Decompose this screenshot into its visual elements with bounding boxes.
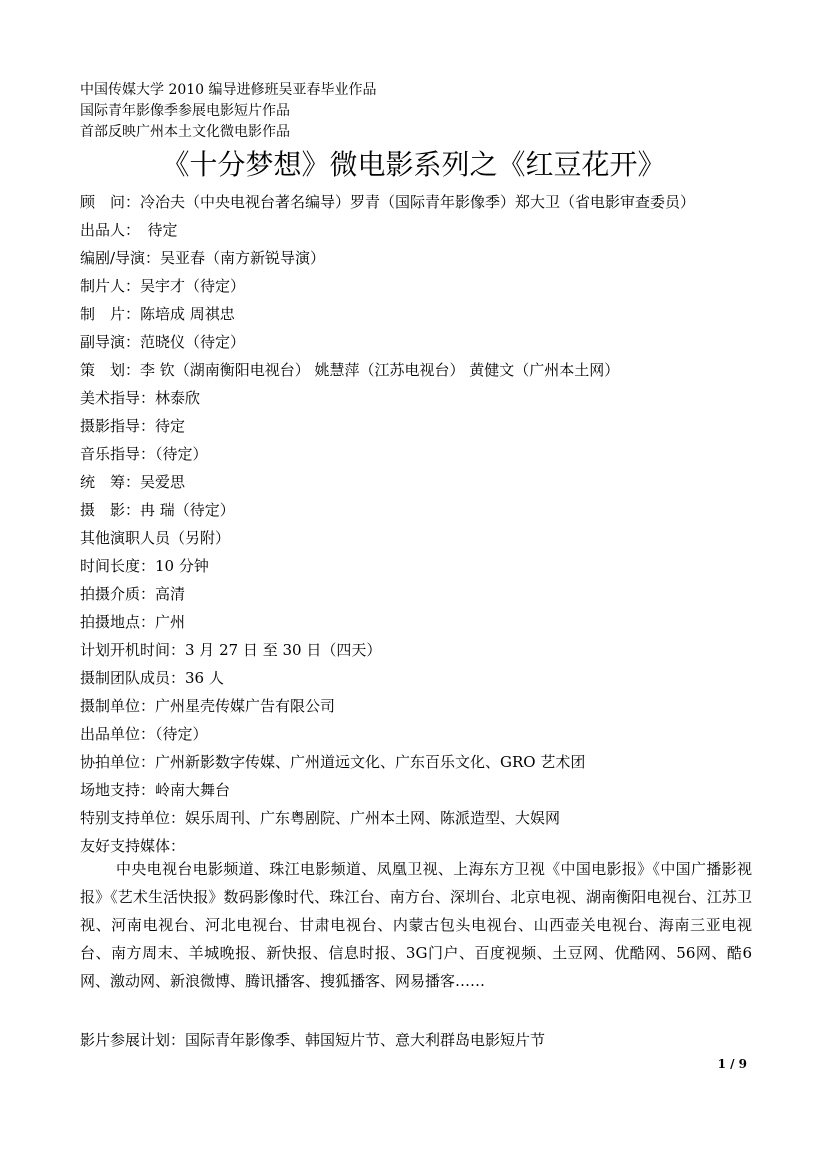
page-title: 《十分梦想》微电影系列之《红豆花开》 — [161, 148, 666, 181]
header-line-3: 首部反映广州本土文化微电影作品 — [80, 124, 290, 140]
info-presenting-company: 出品单位：（待定） — [80, 725, 208, 743]
credit-executive-producer: 制片人：吴宇才（待定） — [80, 277, 246, 295]
credit-production: 制 片：陈培成 周祺忠 — [80, 305, 235, 323]
header-line-1: 中国传媒大学 2010 编导进修班吴亚春毕业作品 — [80, 82, 377, 98]
info-venue-support: 场地支持：岭南大舞台 — [80, 781, 231, 799]
credit-other-crew: 其他演职人员（另附） — [80, 529, 231, 547]
header-line-2: 国际青年影像季参展电影短片作品 — [80, 103, 290, 119]
festival-plan: 影片参展计划：国际青年影像季、韩国短片节、意大利群岛电影短片节 — [80, 1031, 546, 1049]
media-partners-paragraph: 中央电视台电影频道、珠江电影频道、凤凰卫视、上海东方卫视《中国电影报》《中国广播影视报》《艺术生活快报》数码影像时代、珠江台、南方台、深圳台、北京电视、湖南衡阳电视台、江苏卫视、河南电视台、河北电视台、甘肃电视台、内蒙古包头电视台、山西壶关电视台、海南三亚电视台、南方周末、羊城晚报、新快报、信息时报、3G门户、百度视频、土豆网、优酷网、56网、酷6网、激动网、新浪微博、腾讯播客、搜狐播客、网易播客…… — [80, 860, 752, 990]
credit-cinematography-director: 摄影指导：待定 — [80, 417, 186, 435]
credit-music-director: 音乐指导：（待定） — [80, 445, 208, 463]
credit-producer: 出品人： 待定 — [80, 221, 178, 239]
credit-advisors: 顾 问：冷冶夫（中央电视台著名编导）罗青（国际青年影像季）郑大卫（省电影审查委员） — [80, 193, 696, 211]
info-production-company: 摄制单位：广州星壳传媒广告有限公司 — [80, 697, 336, 715]
info-medium: 拍摄介质：高清 — [80, 585, 186, 603]
credit-planning: 策 划：李 钦（湖南衡阳电视台） 姚慧萍（江苏电视台） 黄健文（广州本土网） — [80, 361, 620, 379]
credit-camera: 摄 影：冉 瑞（待定） — [80, 501, 235, 519]
info-media-support-label: 友好支持媒体： — [80, 837, 186, 855]
info-co-production: 协拍单位：广州新影数字传媒、广州道远文化、广东百乐文化、GRO 艺术团 — [80, 753, 586, 771]
credit-art-director: 美术指导：林泰欣 — [80, 389, 201, 407]
credit-writer-director: 编剧/导演：吴亚春（南方新锐导演） — [80, 249, 326, 267]
info-shoot-schedule: 计划开机时间：3 月 27 日 至 30 日（四天） — [80, 641, 382, 659]
info-crew-size: 摄制团队成员：36 人 — [80, 669, 224, 687]
info-special-support: 特别支持单位：娱乐周刊、广东粤剧院、广州本土网、陈派造型、大娱网 — [80, 809, 561, 827]
credit-assistant-director: 副导演：范晓仪（待定） — [80, 333, 246, 351]
credit-coordinator: 统 筹：吴爱思 — [80, 473, 186, 491]
info-duration: 时间长度：10 分钟 — [80, 557, 209, 575]
info-location: 拍摄地点：广州 — [80, 613, 186, 631]
page-number: 1 / 9 — [717, 1057, 747, 1071]
